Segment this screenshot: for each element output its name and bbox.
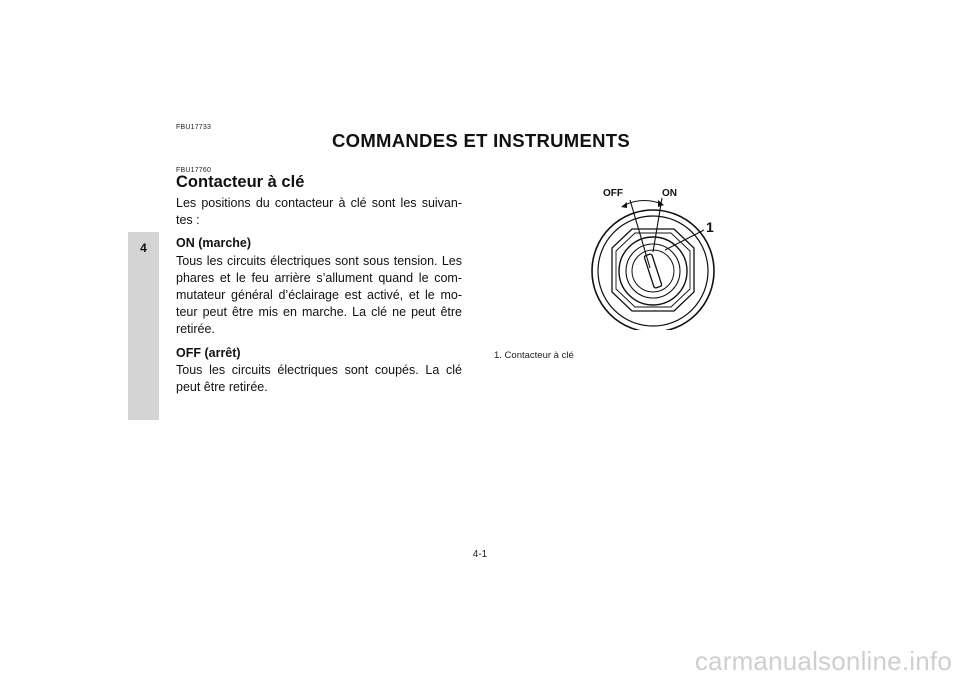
on-heading: ON (marche) [176, 236, 252, 250]
arc-arrow-left [621, 202, 627, 208]
chapter-tab-number: 4 [140, 241, 147, 255]
key-switch-illustration [580, 180, 730, 330]
off-paragraph: Tous les circuits électriques sont coupés. La clé peut être retirée. [176, 363, 462, 394]
header-code: FBU17733 [176, 124, 212, 131]
callout-number: 1 [706, 219, 714, 235]
label-off: OFF [603, 188, 623, 199]
off-heading: OFF (arrêt) [176, 346, 241, 360]
watermark: carmanualsonline.info [694, 646, 952, 676]
section-code: FBU17760 [176, 167, 212, 174]
figure-caption: 1. Contacteur à clé [494, 350, 574, 361]
rotation-arc [623, 200, 662, 206]
on-paragraph: Tous les circuits électriques sont sous tension. Les phares et le feu arrière s’allument quand le com-mutateur général d’éclairage est activé, et le mo-teur peut être mis en marche. La clé ne peut être retirée. [176, 254, 462, 336]
keyhole [644, 254, 662, 289]
label-on: ON [662, 188, 677, 199]
chapter-tab [128, 232, 159, 420]
chapter-title: COMMANDES ET INSTRUMENTS [331, 130, 631, 151]
page-number: 4-1 [472, 549, 488, 560]
section-intro: Les positions du contacteur à clé sont les suivan-tes : [176, 196, 462, 227]
section-title: Contacteur à clé [176, 173, 305, 191]
key-switch-drawing [580, 180, 730, 330]
